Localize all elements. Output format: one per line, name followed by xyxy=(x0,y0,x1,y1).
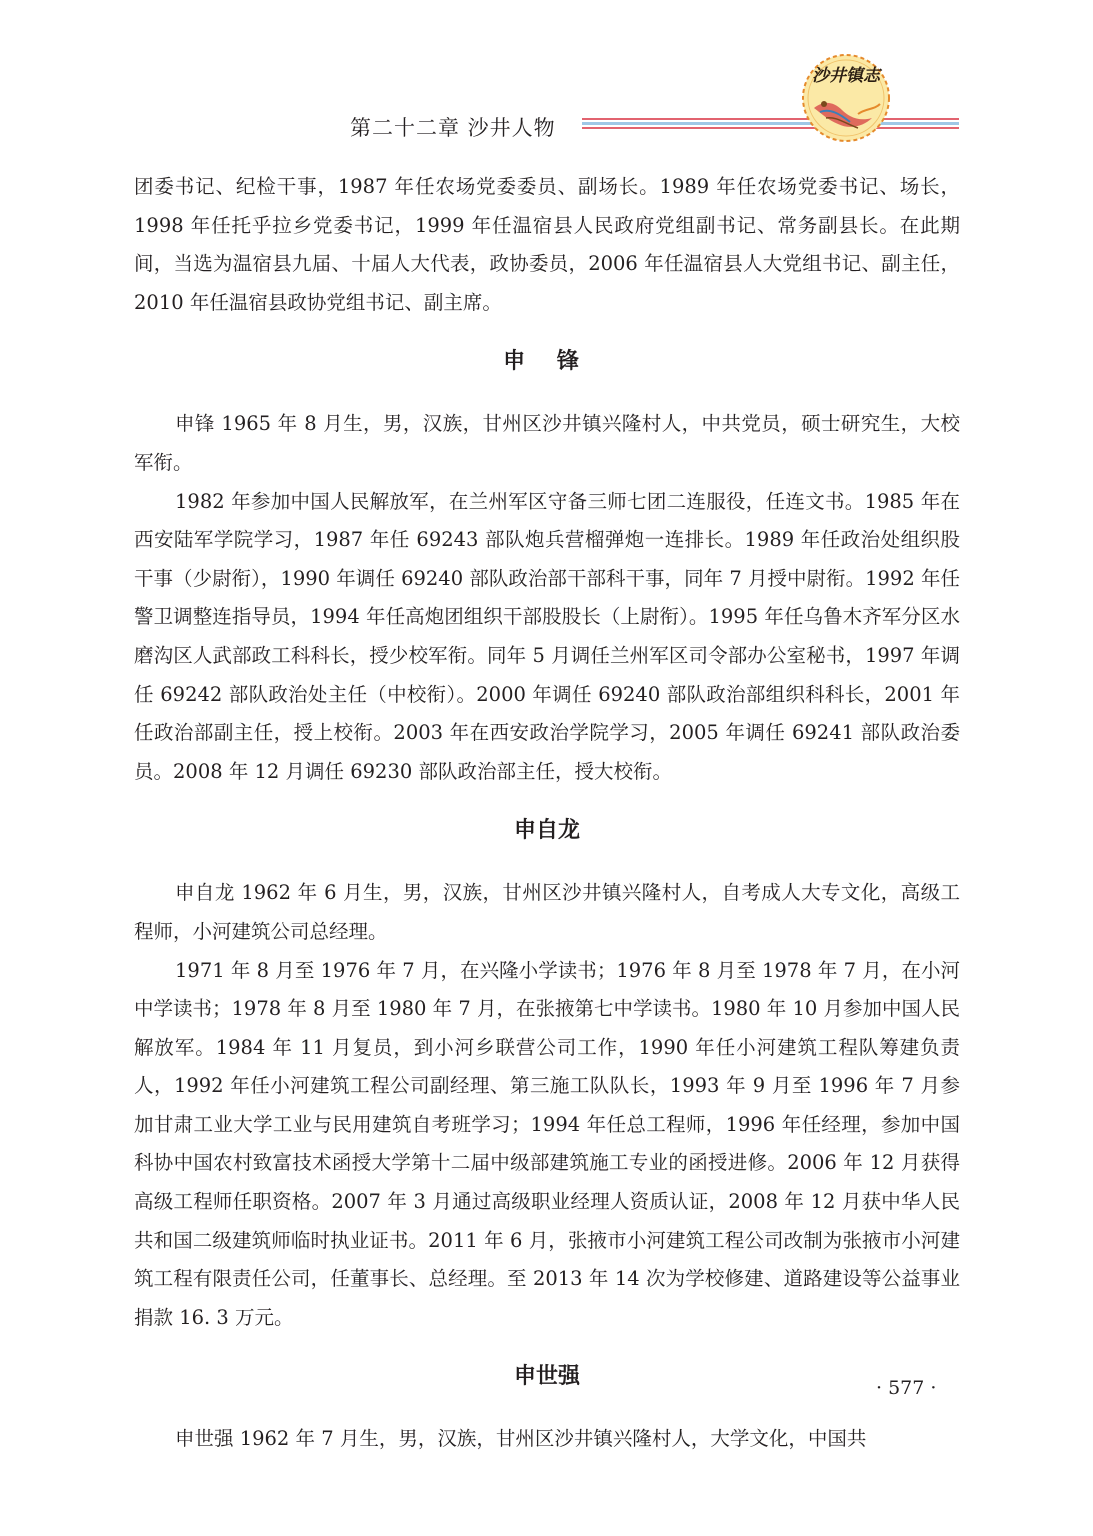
section-heading: 申世强 xyxy=(513,1364,580,1390)
paragraph: 团委书记、纪检干事，1987 年任农场党委委员、副场长。1989 年任农场党委书记、场长，1998 年任托乎拉乡党委书记，1999 年任温宿县人民政府党组副书记、常务副县长。在此期间，当选为温宿县九届、十届人大代表，政协委员，2006 年任温宿县人大党组书记、副主任，2010 年任温宿县政协党组书记、副主席。 xyxy=(134,175,960,314)
section-heading: 申 锋 xyxy=(503,349,591,375)
paragraph: 1971 年 8 月至 1976 年 7 月，在兴隆小学读书；1976 年 8 月至 1978 年 7 月，在小河中学读书；1978 年 8 月至 1980 年 7 月，在张掖第七中学读书。1980 年 10 月参加中国人民解放军。1984 年 11 月复员，到小河乡联营公司工作，1990 年任小河建筑工程队筹建负责人，1992 年任小河建筑工程公司副经理、第三施工队队长，1993 年 9 月至 1996 年 7 月参加甘肃工业大学工业与民用建筑自考班学习；1994 年任总工程师，1996 年任经理，参加中国科协中国农村致富技术函授大学第十二届中级部建筑施工专业的函授进修。2006 年 12 月获得高级工程师任职资格。2007 年 3 月通过高级职业经理人资质认证，2008 年 12 月获中华人民共和国二级建筑师临时执业证书。2011 年 6 月，张掖市小河建筑工程公司改制为张掖市小河建筑工程有限责任公司，任董事长、总经理。至 2013 年 14 次为学校修建、道路建设等公益事业捐款 16. 3 万元。 xyxy=(134,958,960,1329)
header-rule-lines xyxy=(582,118,959,134)
paragraph: 1982 年参加中国人民解放军，在兰州军区守备三师七团二连服役，任连文书。1985 年在西安陆军学院学习，1987 年任 69243 部队炮兵营榴弹炮一连排长。1989 年任政治处组织股干事（少尉衔），1990 年调任 69240 部队政治部干部科干事，同年 7 月授中尉衔。1992 年任警卫调整连指导员，1994 年任高炮团组织干部股股长（上尉衔）。1995 年任乌鲁木齐军分区水磨沟区人武部政工科科长，授少校军衔。同年 5 月调任兰州军区司令部办公室秘书，1997 年调任 69242 部队政治处主任（中校衔）。2000 年调任 69240 部队政治部组织科科长，2001 年任政治部副主任，授上校衔。2003 年在西安政治学院学习，2005 年调任 69241 部队政治委员。2008 年 12 月调任 69230 部队政治部主任，授大校衔。 xyxy=(134,489,960,783)
paragraph: 申自龙 1962 年 6 月生，男，汉族，甘州区沙井镇兴隆村人，自考成人大专文化，高级工程师，小河建筑公司总经理。 xyxy=(134,881,960,943)
paragraph: 申世强 1962 年 7 月生，男，汉族，甘州区沙井镇兴隆村人，大学文化，中国共 xyxy=(175,1427,867,1451)
rule-line-red-top xyxy=(582,118,959,120)
section-heading: 申自龙 xyxy=(513,818,580,844)
page-header xyxy=(0,0,1093,150)
seal-text: 沙井镇志 xyxy=(812,66,880,86)
rule-line-blue xyxy=(582,122,959,125)
chapter-title: 第二十二章 沙井人物 xyxy=(350,116,556,140)
paragraph: 申锋 1965 年 8 月生，男，汉族，甘州区沙井镇兴隆村人，中共党员，硕士研究生，大校军衔。 xyxy=(134,412,960,474)
page-content xyxy=(134,168,960,1459)
page-number: · 577 · xyxy=(876,1377,937,1399)
phoenix-seal-icon xyxy=(800,52,892,144)
rule-line-red-bottom xyxy=(582,127,959,129)
